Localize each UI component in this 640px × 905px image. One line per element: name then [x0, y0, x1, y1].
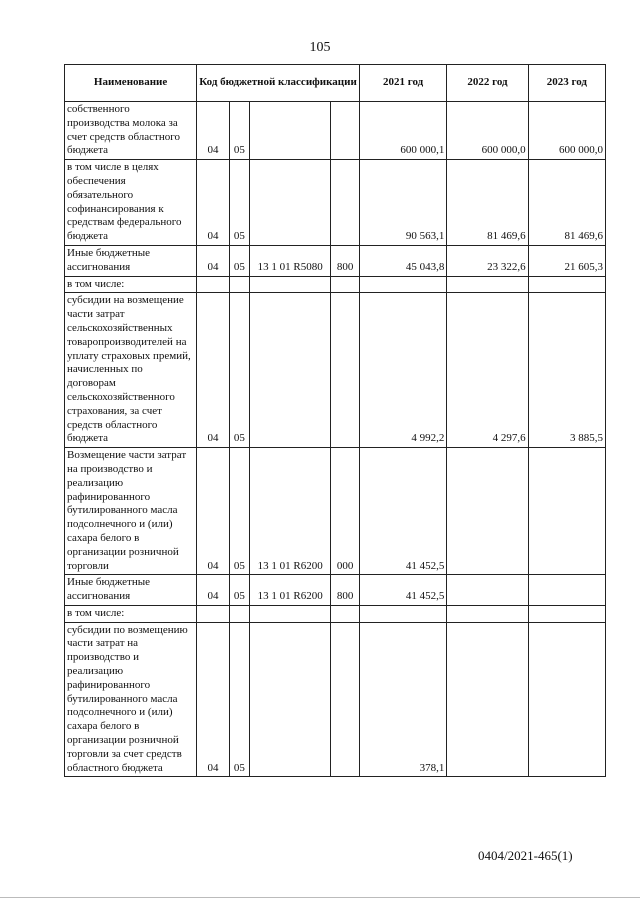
- row-section: [197, 276, 230, 293]
- row-value-2023: [528, 276, 605, 293]
- row-value-2021: 45 043,8: [359, 245, 446, 276]
- row-target-code: [250, 276, 331, 293]
- row-section: [197, 605, 230, 622]
- row-value-2023: 3 885,5: [528, 293, 605, 448]
- table-row: [65, 605, 606, 622]
- row-subsection: [229, 276, 249, 293]
- row-section: 04: [197, 160, 230, 246]
- row-target-code: [250, 622, 331, 777]
- row-name: в том числе:: [65, 605, 197, 622]
- row-name: субсидии по возмещению части затрат на производство и реализацию рафинированного бутилированного масла подсолнечного и (или) сахара белого в организации розничной торговли за счет средств областного бюджета: [65, 622, 197, 777]
- row-value-2022: 81 469,6: [447, 160, 528, 246]
- table-row: [65, 448, 606, 575]
- table-row: [65, 102, 606, 160]
- row-section: 04: [197, 293, 230, 448]
- row-expense-type: 800: [331, 245, 359, 276]
- row-value-2022: 600 000,0: [447, 102, 528, 160]
- page-number: 105: [309, 40, 331, 55]
- row-value-2023: [528, 575, 605, 606]
- row-value-2023: [528, 605, 605, 622]
- row-value-2023: 81 469,6: [528, 160, 605, 246]
- document-id: 0404/2021-465(1): [478, 848, 573, 863]
- row-section: 04: [197, 622, 230, 777]
- row-target-code: [250, 160, 331, 246]
- row-value-2021: 600 000,1: [359, 102, 446, 160]
- row-value-2021: [359, 276, 446, 293]
- row-subsection: 05: [229, 160, 249, 246]
- budget-table: [64, 64, 606, 777]
- row-expense-type: [331, 622, 359, 777]
- row-value-2022: [447, 276, 528, 293]
- row-subsection: 05: [229, 293, 249, 448]
- header-2022: 2022 год: [447, 65, 528, 102]
- row-name: в том числе в целях обеспечения обязательного софинансирования к средствам федерального бюджета: [65, 160, 197, 246]
- row-value-2021: 41 452,5: [359, 448, 446, 575]
- row-value-2021: 4 992,2: [359, 293, 446, 448]
- table-row: [65, 575, 606, 606]
- row-name: субсидии на возмещение части затрат сельскохозяйственных товаропроизводителей на уплату страховых премий, начисленных по договорам сельскохозяйственного страхования, за счет средств областного бюджета: [65, 293, 197, 448]
- row-value-2023: [528, 622, 605, 777]
- row-subsection: 05: [229, 102, 249, 160]
- header-2023: 2023 год: [528, 65, 605, 102]
- row-expense-type: 000: [331, 448, 359, 575]
- row-target-code: 13 1 01 R6200: [250, 575, 331, 606]
- table-row: [65, 160, 606, 246]
- row-value-2023: 600 000,0: [528, 102, 605, 160]
- table-row: [65, 622, 606, 777]
- row-value-2022: 4 297,6: [447, 293, 528, 448]
- row-name: в том числе:: [65, 276, 197, 293]
- row-value-2023: 21 605,3: [528, 245, 605, 276]
- row-expense-type: [331, 276, 359, 293]
- row-name: Иные бюджетные ассигнования: [65, 245, 197, 276]
- row-value-2022: [447, 575, 528, 606]
- row-value-2022: [447, 622, 528, 777]
- row-expense-type: [331, 605, 359, 622]
- header-name: Наименование: [65, 65, 197, 102]
- row-expense-type: [331, 160, 359, 246]
- row-subsection: 05: [229, 575, 249, 606]
- header-code: Код бюджетной классификации: [197, 65, 360, 102]
- header-2021: 2021 год: [359, 65, 446, 102]
- row-name: Иные бюджетные ассигнования: [65, 575, 197, 606]
- row-expense-type: 800: [331, 575, 359, 606]
- row-value-2021: 378,1: [359, 622, 446, 777]
- row-subsection: 05: [229, 245, 249, 276]
- table-row: [65, 293, 606, 448]
- row-value-2022: [447, 448, 528, 575]
- row-value-2021: 90 563,1: [359, 160, 446, 246]
- row-value-2022: [447, 605, 528, 622]
- row-value-2022: 23 322,6: [447, 245, 528, 276]
- row-section: 04: [197, 575, 230, 606]
- row-expense-type: [331, 102, 359, 160]
- row-target-code: 13 1 01 R6200: [250, 448, 331, 575]
- row-target-code: [250, 605, 331, 622]
- row-value-2021: 41 452,5: [359, 575, 446, 606]
- row-value-2021: [359, 605, 446, 622]
- row-target-code: [250, 102, 331, 160]
- header-row: [65, 65, 606, 102]
- row-target-code: 13 1 01 R5080: [250, 245, 331, 276]
- row-section: 04: [197, 245, 230, 276]
- table-row: [65, 276, 606, 293]
- row-target-code: [250, 293, 331, 448]
- row-subsection: 05: [229, 448, 249, 575]
- row-value-2023: [528, 448, 605, 575]
- row-name: Возмещение части затрат на производство и реализацию рафинированного бутилированного масла подсолнечного и (или) сахара белого в организации розничной торговли: [65, 448, 197, 575]
- row-section: 04: [197, 448, 230, 575]
- row-subsection: 05: [229, 622, 249, 777]
- row-expense-type: [331, 293, 359, 448]
- footer-divider: [0, 897, 640, 898]
- row-subsection: [229, 605, 249, 622]
- table-row: [65, 245, 606, 276]
- row-name: собственного производства молока за счет средств областного бюджета: [65, 102, 197, 160]
- row-section: 04: [197, 102, 230, 160]
